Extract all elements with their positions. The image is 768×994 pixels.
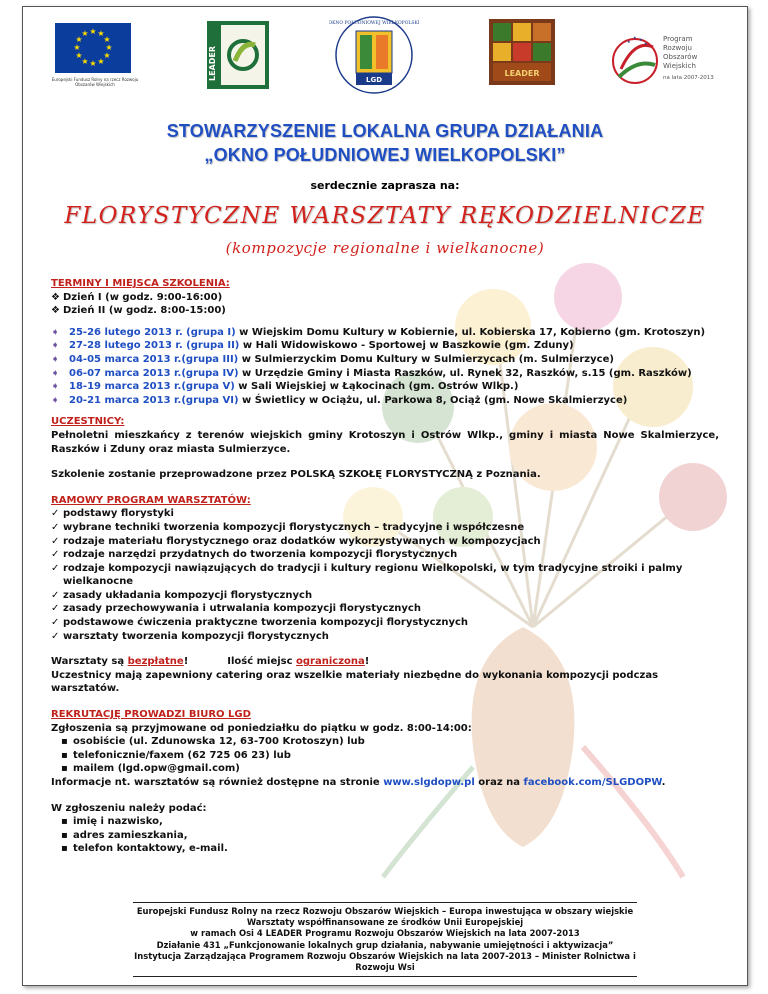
footer-line: Europejski Fundusz Rolny na rzecz Rozwoju Obszarów Wiejskich – Europa inwestująca w obszary wiejskie bbox=[136, 906, 634, 916]
svg-text:★: ★ bbox=[644, 41, 648, 46]
square-bullet-icon: ▪ bbox=[61, 843, 68, 855]
leader-mosaic-logo bbox=[489, 19, 555, 85]
check-icon: ✓ bbox=[51, 630, 60, 642]
catering-text: Uczestnicy mają zapewniony catering oraz wszelkie materiały niezbędne do wykonania kompozycji podczas warsztatów. bbox=[51, 669, 659, 695]
channel-item: ▪ telefonicznie/faxem (62 725 06 23) lub bbox=[61, 749, 291, 761]
footer-line: Działanie 431 „Funkcjonowanie lokalnych grup działania, nabywanie umiejętności i aktywizacja” bbox=[156, 939, 614, 950]
school-text: Szkolenie zostanie przeprowadzone przez POLSKĄ SZKOŁĘ FLORYSTYCZNĄ z Poznania. bbox=[51, 469, 541, 481]
program-item: ✓ rodzaje materiału florystycznego oraz dodatków wykorzystywanych w kompozycjach bbox=[51, 535, 541, 547]
program-item: ✓ warsztaty tworzenia kompozycji florystycznych bbox=[51, 630, 329, 642]
program-item: ✓ rodzaje narzędzi przydatnych do tworzenia kompozycji florystycznych bbox=[51, 549, 458, 561]
session-item: ➧ 06-07 marca 2013 r.(grupa IV) w Urzędzie Gminy i Miasta Raszków, ul. Rynek 32, Raszków, s.15 (gm. Raszków) bbox=[51, 367, 692, 379]
svg-text:★: ★ bbox=[633, 35, 637, 40]
session-item: ➧ 04-05 marca 2013 r.(grupa III) w Sulmierzyckim Domu Kultury w Sulmierzycach (m. Sulmierzyce) bbox=[51, 353, 614, 365]
day-item: ❖ Dzień II (w godz. 8:00-15:00) bbox=[51, 305, 226, 317]
eu-caption: Europejski Fundusz Rolny na rzecz Rozwoju Obszarów Wiejskich bbox=[51, 77, 139, 87]
prow-logo bbox=[611, 25, 721, 91]
check-icon: ✓ bbox=[51, 535, 60, 547]
okno-lgd-logo bbox=[329, 15, 419, 97]
program-item: ✓ podstawowe ćwiczenia praktyczne tworzenia kompozycji florystycznych bbox=[51, 617, 469, 629]
prow-line-3: Obszarów bbox=[663, 53, 698, 61]
program-item: ✓ podstawy florystyki bbox=[51, 508, 174, 520]
session-item: ➧ 20-21 marca 2013 r.(grupa VI) w Świetlicy w Ociążu, ul. Parkowa 8, Ociąż (gm. Nowe Skalmierzyce) bbox=[51, 394, 628, 406]
okno-ring-text: OKNO POŁUDNIOWEJ WIELKOPOLSKI bbox=[329, 21, 419, 26]
program-item: ✓ wybrane techniki tworzenia kompozycji florystycznych – tradycyjne i współczesne bbox=[51, 521, 525, 533]
prow-line-4: Wiejskich bbox=[663, 62, 696, 70]
leader-logo-text: LEADER bbox=[208, 45, 217, 81]
svg-text:★: ★ bbox=[97, 57, 105, 66]
footer bbox=[133, 902, 637, 977]
svg-text:★: ★ bbox=[81, 29, 89, 38]
prow-line-1: Program bbox=[663, 35, 693, 43]
arrow-bullet-icon: ➧ bbox=[51, 394, 60, 406]
check-icon: ✓ bbox=[51, 521, 60, 533]
svg-text:★: ★ bbox=[75, 35, 83, 44]
program-list bbox=[51, 507, 719, 643]
session-item: ➧ 25-26 lutego 2013 r. (grupa I) w Wiejskim Domu Kultury w Kobiernie, ul. Kobierska 17, Kobierno (gm. Krotoszyn) bbox=[51, 326, 706, 338]
channel-item: ▪ mailem (lgd.opw@gmail.com) bbox=[61, 763, 240, 775]
invite-text: serdecznie zaprasza na: bbox=[310, 179, 460, 192]
svg-text:★: ★ bbox=[75, 51, 83, 60]
arrow-bullet-icon: ➧ bbox=[51, 381, 60, 393]
days-list bbox=[51, 291, 719, 318]
facebook-link[interactable]: facebook.com/SLGDOPW bbox=[523, 777, 662, 788]
square-bullet-icon: ▪ bbox=[61, 749, 68, 761]
check-icon: ✓ bbox=[51, 549, 60, 561]
svg-text:★: ★ bbox=[81, 57, 89, 66]
svg-text:★: ★ bbox=[89, 59, 97, 68]
leader-mosaic-text: LEADER bbox=[504, 69, 540, 78]
limited-word: ograniczona bbox=[296, 656, 365, 668]
square-bullet-icon: ▪ bbox=[61, 829, 68, 841]
program-item: ✓ zasady układania kompozycji florystycznych bbox=[51, 589, 313, 601]
recruitment-heading: REKRUTACJĘ PROWADZI BIURO LGD bbox=[51, 709, 251, 721]
eu-flag-logo bbox=[55, 23, 131, 73]
square-bullet-icon: ▪ bbox=[61, 763, 68, 775]
program-item: ✓ zasady przechowywania i utrwalania kompozycji florystycznych bbox=[51, 603, 421, 615]
web-info-line: Informacje nt. warsztatów są również dostępne na stronie www.slgdopw.pl oraz na facebook.com/SLGDOPW. bbox=[51, 777, 666, 788]
program-heading: RAMOWY PROGRAM WARSZTATÓW: bbox=[51, 494, 251, 506]
svg-text:★: ★ bbox=[89, 27, 97, 36]
check-icon: ✓ bbox=[51, 508, 60, 520]
prow-period: na lata 2007-2013 bbox=[663, 75, 714, 81]
logo-row bbox=[23, 15, 747, 97]
application-item: ▪ adres zamieszkania, bbox=[61, 829, 188, 841]
org-name-line-2: „OKNO POŁUDNIOWEJ WIELKOPOLSKI” bbox=[204, 145, 566, 165]
check-icon: ✓ bbox=[51, 603, 60, 615]
svg-text:★: ★ bbox=[73, 43, 81, 52]
application-heading: W zgłoszeniu należy podać: bbox=[51, 802, 207, 814]
svg-text:★: ★ bbox=[103, 35, 111, 44]
svg-text:★: ★ bbox=[105, 43, 113, 52]
leader-logo bbox=[207, 21, 269, 89]
arrow-bullet-icon: ➧ bbox=[51, 353, 60, 365]
org-name-line-1: STOWARZYSZENIE LOKALNA GRUPA DZIAŁANIA bbox=[166, 121, 604, 141]
prow-line-2: Rozwoju bbox=[663, 44, 692, 52]
square-bullet-icon: ▪ bbox=[61, 816, 68, 828]
arrow-bullet-icon: ➧ bbox=[51, 326, 60, 338]
participants-heading: UCZESTNICY: bbox=[51, 416, 125, 428]
footer-line: w ramach Osi 4 LEADER Programu Rozwoju Obszarów Wiejskich na lata 2007-2013 bbox=[190, 928, 580, 939]
svg-text:★: ★ bbox=[97, 29, 105, 38]
arrow-bullet-icon: ➧ bbox=[51, 340, 60, 352]
okno-lgd-text: LGD bbox=[365, 76, 383, 84]
poster-body bbox=[51, 277, 719, 856]
svg-text:★: ★ bbox=[627, 39, 631, 44]
channel-item: ▪ osobiście (ul. Zdunowska 12, 63-700 Krotoszyn) lub bbox=[61, 736, 365, 748]
free-word: bezpłatne bbox=[127, 656, 184, 668]
website-link[interactable]: www.slgdopw.pl bbox=[383, 777, 475, 788]
check-icon: ✓ bbox=[51, 589, 60, 601]
application-item: ▪ imię i nazwisko, bbox=[61, 816, 163, 828]
free-limited-line: Warsztaty są bezpłatne! Ilość miejsc ograniczona! bbox=[51, 656, 370, 668]
application-item: ▪ telefon kontaktowy, e-mail. bbox=[61, 843, 228, 855]
recruitment-hours: Zgłoszenia są przyjmowane od poniedziałku do piątku w godz. 8:00-14:00: bbox=[51, 722, 472, 734]
event-subtitle: (kompozycje regionalne i wielkanocne) bbox=[225, 239, 545, 257]
arrow-bullet-icon: ➧ bbox=[51, 367, 60, 379]
svg-text:★: ★ bbox=[103, 51, 111, 60]
check-icon: ✓ bbox=[51, 617, 60, 629]
diamond-bullet-icon: ❖ bbox=[51, 305, 60, 317]
svg-text:★: ★ bbox=[639, 37, 643, 42]
session-item: ➧ 27-28 lutego 2013 r. (grupa II) w Hali Widowiskowo - Sportowej w Baszkowie (gm. Zduny) bbox=[51, 340, 574, 352]
participants-text: Pełnoletni mieszkańcy z terenów wiejskich gminy Krotoszyn i Ostrów Wlkp., gminy i miasta Nowe Skalmierzyce, Raszków i Zduny oraz miasta Sulmierzyce. bbox=[51, 429, 719, 455]
application-list bbox=[51, 815, 719, 856]
program-item: ✓ rodzaje kompozycji nawiązujących do tradycji i kultury regionu Wielkopolski, w tym tradycyjne stroiki i palmy wielkanocne bbox=[51, 562, 683, 588]
diamond-bullet-icon: ❖ bbox=[51, 291, 60, 303]
event-title: FLORYSTYCZNE WARSZTATY RĘKODZIELNICZE bbox=[64, 203, 706, 229]
footer-line: Warsztaty współfinansowane ze środków Unii Europejskiej bbox=[246, 917, 524, 928]
recruitment-channels bbox=[51, 735, 719, 776]
day-item: ❖ Dzień I (w godz. 9:00-16:00) bbox=[51, 291, 223, 303]
square-bullet-icon: ▪ bbox=[61, 736, 68, 748]
check-icon: ✓ bbox=[51, 562, 60, 574]
sessions-list bbox=[51, 326, 719, 408]
footer-line: Instytucja Zarządzająca Programem Rozwoju Obszarów Wiejskich na lata 2007-2013 – Minister Rolnictwa i Rozwoju Wsi bbox=[134, 950, 636, 973]
poster bbox=[22, 6, 748, 986]
session-item: ➧ 18-19 marca 2013 r.(grupa V) w Sali Wiejskiej w Łąkocinach (gm. Ostrów Wlkp.) bbox=[51, 381, 519, 393]
terms-heading: TERMINY I MIEJSCA SZKOLENIA: bbox=[51, 278, 230, 289]
